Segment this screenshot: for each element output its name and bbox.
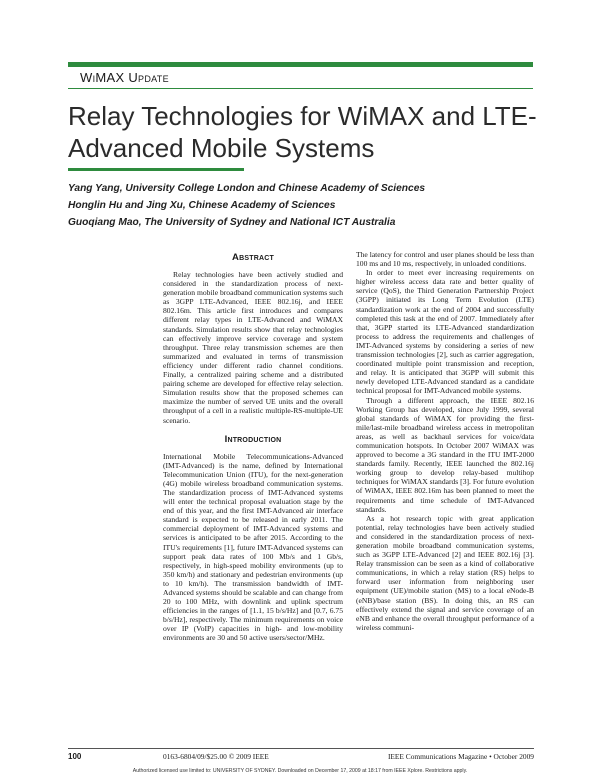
introduction-text: International Mobile Telecommunications-Advanced (IMT-Advanced) is the name, defined by International Telecommunication Union (ITU), for the next-generation (4G) mobile wireless broadband communication systems. The standardization process of IMT-Advanced systems will enter the technical proposal evaluation stage by the end of this year, and the first IMT-Advanced air interface standard is expected to be released in early 2011. The commercial deployment of IMT-Advanced systems and services is anticipated to be after 2015. According to the ITU's requirements [1], future IMT-Advanced systems can support peak data rates of 100 Mb/s and 1 Gb/s, respectively, in high-speed mobility environments (up to 350 km/h) and stationary and pedestrian environments (up to 10 km/h). The transmission bandwidth of IMT-Advanced systems should be scalable and can change from 20 to 100 MHz, with downlink and uplink spectrum efficiencies in the ranges of [1.1, 15 b/s/Hz] and [0.7, 6.75 b/s/Hz], respectively. The minimum requirements on voice over IP (VoIP) capacities in high- and low-mobility environments are 30 and 50 active users/sector/MHz. — [163, 451, 343, 643]
body-paragraph: As a hot research topic with great application potential, relay technologies have been actively studied and considered in the standardization process of next-generation mobile broadband communication systems, such as 3GPP LTE-Advanced [2] and IEEE 802.16j [3]. Relay transmission can be seen as a kind of collaborative communications, in which a relay station (RS) helps to forward user information from neighboring user equipment (UE)/mobile station (MS) to a local eNode-B (eNB)/base station (BS). In doing this, an RS can effectively extend the signal and service coverage of an eNB and enhance the overall throughput performance of a wireless communi- — [356, 513, 534, 632]
footer-rule — [68, 748, 534, 749]
footer-copyright: 0163-6804/09/$25.00 © 2009 IEEE — [163, 752, 269, 761]
footer-magazine: IEEE Communications Magazine • October 2009 — [387, 752, 534, 761]
author-line: Guoqiang Mao, The University of Sydney and National ICT Australia — [68, 217, 396, 228]
author-list — [68, 180, 538, 231]
body-paragraph: Through a different approach, the IEEE 802.16 Working Group has developed, since July 1999, several global standards of WiMAX for providing the first-mile/last-mile broadband wireless access in metropolitan areas, as well as backhaul services for voice/data communication hotspots. In October 2007 WiMAX was approved to become a 3G standard in the ITU IMT-2000 standards family. Recently, IEEE launched the 802.16j working group to develop relay-based multihop techniques for WiMAX standards [3]. For future evolution of WiMAX, IEEE 802.16m has been planned to meet the requirements and time schedule of IMT-Advanced standards. — [356, 395, 534, 514]
title-rule — [68, 168, 244, 171]
article-title: Relay Technologies for WiMAX and LTE-Advanced Mobile Systems — [68, 101, 537, 163]
authorization-notice: Authorized licensed use limited to: UNIVERSITY OF SYDNEY. Downloaded on December 17, 2009 at 18:17 from IEEE Xplore. Restrictions apply. — [132, 768, 468, 774]
abstract-heading: Abstract — [232, 252, 274, 263]
author-line: Yang Yang, University College London and Chinese Academy of Sciences — [68, 183, 426, 194]
left-column — [163, 250, 343, 643]
department-label: WiMAX Update — [80, 70, 169, 85]
author-line: Honglin Hu and Jing Xu, Chinese Academy of Sciences — [68, 200, 336, 211]
introduction-heading: Introduction — [224, 433, 282, 445]
department-rule — [68, 88, 533, 89]
abstract-text: Relay technologies have been actively studied and considered in the standardization process of next-generation mobile broadband communication systems such as 3GPP LTE-Advanced, IEEE 802.16j, and IEEE 802.16m. This article first introduces and compares different relay types in LTE-Advanced and WiMAX standards. Simulation results show that relay technologies can effectively improve service coverage and system throughput. Three relay transmission schemes are then summarized and evaluated in terms of transmission efficiency under different radio channel conditions. Finally, a centralized pairing scheme and a distributed pairing scheme are developed for effective relay selection. Simulation results show that the proposed schemes can maximize the number of served UE units and the overall throughput of a cell in a realistic multiple-RS-multiple-UE scenario. — [163, 270, 343, 425]
page-number: 100 — [68, 752, 82, 761]
right-column — [356, 250, 534, 632]
body-paragraph: The latency for control and user planes should be less than 100 ms and 10 ms, respectively, in unloaded conditions. — [356, 250, 534, 269]
body-paragraph: In order to meet ever increasing requirements on higher wireless access data rate and better quality of service (QoS), the Third Generation Partnership Project (3GPP) initiated its Long Term Evolution (LTE) standardization work at the end of 2004 and successfully completed this task at the end of 2007. Immediately after that, 3GPP started its LTE-Advanced standardization process to address the requirements and challenges of IMT-Advanced systems by considering a series of new transmission technologies [2], such as carrier aggregation, coordinated multiple point transmission and reception, and relay. It is anticipated that 3GPP will submit this newly developed LTE-Advanced standard as a candidate technical proposal for IMT-Advanced mobile systems. — [356, 268, 534, 396]
department-bar — [68, 62, 533, 67]
